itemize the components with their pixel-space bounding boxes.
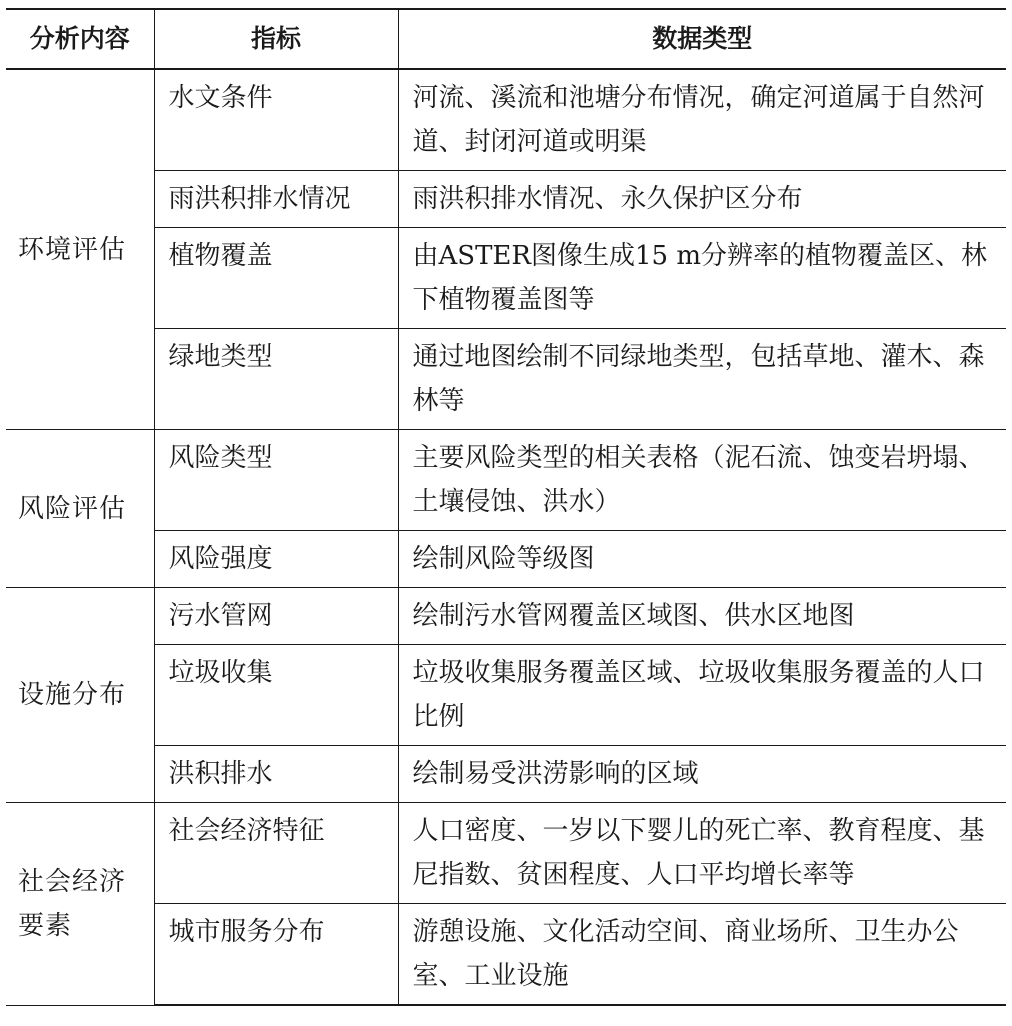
table-row — [6, 645, 1006, 746]
indicator-cell: 风险类型 — [154, 430, 398, 531]
table-row — [6, 531, 1006, 588]
indicator-cell: 垃圾收集 — [154, 645, 398, 746]
table-row — [6, 803, 1006, 904]
header-data-type: 数据类型 — [398, 9, 1006, 69]
header-analysis-content: 分析内容 — [6, 9, 154, 69]
indicator-cell: 洪积排水 — [154, 746, 398, 803]
table-row — [6, 904, 1006, 1006]
indicator-cell: 绿地类型 — [154, 329, 398, 430]
table-header — [6, 9, 1006, 69]
data-type-cell: 由ASTER图像生成15 m分辨率的植物覆盖区、林下植物覆盖图等 — [398, 228, 1006, 329]
header-indicator: 指标 — [154, 9, 398, 69]
indicator-cell: 城市服务分布 — [154, 904, 398, 1006]
data-type-cell: 雨洪积排水情况、永久保护区分布 — [398, 171, 1006, 228]
data-type-cell: 主要风险类型的相关表格（泥石流、蚀变岩坍塌、土壤侵蚀、洪水） — [398, 430, 1006, 531]
category-cell: 风险评估 — [6, 430, 154, 588]
indicator-cell: 雨洪积排水情况 — [154, 171, 398, 228]
data-type-cell: 人口密度、一岁以下婴儿的死亡率、教育程度、基尼指数、贫困程度、人口平均增长率等 — [398, 803, 1006, 904]
data-table-container — [6, 8, 1006, 1006]
data-type-cell: 通过地图绘制不同绿地类型，包括草地、灌木、森林等 — [398, 329, 1006, 430]
data-type-cell: 绘制风险等级图 — [398, 531, 1006, 588]
table-row — [6, 746, 1006, 803]
data-type-cell: 河流、溪流和池塘分布情况，确定河道属于自然河道、封闭河道或明渠 — [398, 69, 1006, 171]
indicator-table — [6, 8, 1006, 1006]
table-row — [6, 329, 1006, 430]
table-row — [6, 171, 1006, 228]
category-cell: 设施分布 — [6, 588, 154, 803]
table-row — [6, 430, 1006, 531]
indicator-cell: 水文条件 — [154, 69, 398, 171]
table-row — [6, 588, 1006, 645]
indicator-cell: 社会经济特征 — [154, 803, 398, 904]
category-cell: 社会经济要素 — [6, 803, 154, 1006]
data-type-cell: 绘制污水管网覆盖区域图、供水区地图 — [398, 588, 1006, 645]
header-row — [6, 9, 1006, 69]
data-type-cell: 绘制易受洪涝影响的区域 — [398, 746, 1006, 803]
table-row — [6, 69, 1006, 171]
indicator-cell: 植物覆盖 — [154, 228, 398, 329]
category-cell: 环境评估 — [6, 69, 154, 430]
table-body — [6, 69, 1006, 1005]
data-type-cell: 垃圾收集服务覆盖区域、垃圾收集服务覆盖的人口比例 — [398, 645, 1006, 746]
indicator-cell: 风险强度 — [154, 531, 398, 588]
table-row — [6, 228, 1006, 329]
indicator-cell: 污水管网 — [154, 588, 398, 645]
data-type-cell: 游憩设施、文化活动空间、商业场所、卫生办公室、工业设施 — [398, 904, 1006, 1006]
